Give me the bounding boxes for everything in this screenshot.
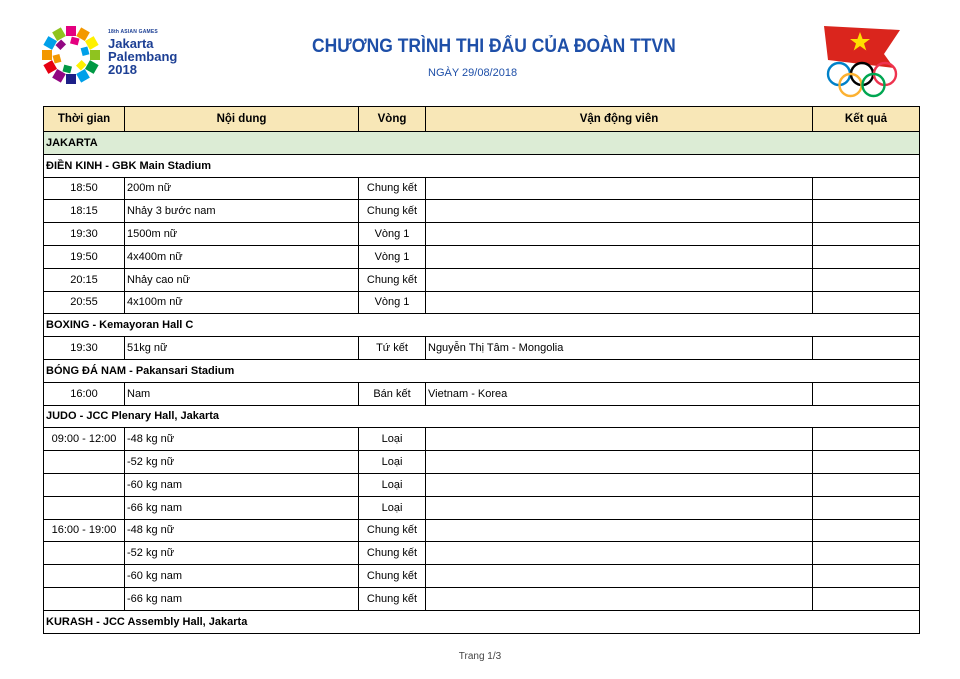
row-result bbox=[813, 223, 920, 246]
logo-line-2: Palembang bbox=[108, 49, 178, 64]
venue-name: BÓNG ĐÁ NAM - Pakansari Stadium bbox=[44, 359, 920, 382]
row-round: Chung kết bbox=[359, 587, 426, 610]
row-time bbox=[44, 542, 125, 565]
row-result bbox=[813, 200, 920, 223]
row-round: Chung kết bbox=[359, 177, 426, 200]
row-event: -48 kg nữ bbox=[125, 519, 359, 542]
row-athlete bbox=[426, 451, 813, 474]
logo-line-1: Jakarta bbox=[108, 36, 154, 51]
row-round: Chung kết bbox=[359, 542, 426, 565]
row-round: Vòng 1 bbox=[359, 245, 426, 268]
row-event: 200m nữ bbox=[125, 177, 359, 200]
page-date: NGÀY 29/08/2018 bbox=[428, 67, 518, 79]
row-event: 1500m nữ bbox=[125, 223, 359, 246]
row-athlete bbox=[426, 268, 813, 291]
row-result bbox=[813, 245, 920, 268]
venue-name: KURASH - JCC Assembly Hall, Jakarta bbox=[44, 610, 920, 633]
row-time bbox=[44, 451, 125, 474]
page-number: Trang 1/3 bbox=[458, 651, 502, 662]
row-round: Chung kết bbox=[359, 268, 426, 291]
row-event: -48 kg nữ bbox=[125, 428, 359, 451]
row-time: 18:15 bbox=[44, 200, 125, 223]
row-result bbox=[813, 519, 920, 542]
row-event: Nhảy 3 bước nam bbox=[125, 200, 359, 223]
row-round: Loại bbox=[359, 473, 426, 496]
row-time bbox=[44, 565, 125, 588]
row-time: 19:50 bbox=[44, 245, 125, 268]
row-athlete bbox=[426, 200, 813, 223]
row-time bbox=[44, 496, 125, 519]
table-row bbox=[44, 451, 920, 474]
row-time: 20:55 bbox=[44, 291, 125, 314]
row-athlete bbox=[426, 542, 813, 565]
row-round: Loại bbox=[359, 496, 426, 519]
row-result bbox=[813, 428, 920, 451]
table-row bbox=[44, 565, 920, 588]
table-row bbox=[44, 496, 920, 519]
logo-line-3: 2018 bbox=[108, 62, 137, 77]
logo-small-text: 18th ASIAN GAMES bbox=[108, 29, 158, 35]
row-time: 18:50 bbox=[44, 177, 125, 200]
venue-row bbox=[44, 154, 920, 177]
row-athlete bbox=[426, 496, 813, 519]
row-event: Nhảy cao nữ bbox=[125, 268, 359, 291]
row-round: Loại bbox=[359, 451, 426, 474]
column-header-round: Vòng bbox=[359, 107, 426, 132]
row-athlete: Vietnam - Korea bbox=[426, 382, 813, 405]
table-row bbox=[44, 337, 920, 360]
table-row bbox=[44, 542, 920, 565]
table-row bbox=[44, 473, 920, 496]
asian-games-logo bbox=[40, 24, 190, 94]
row-athlete bbox=[426, 519, 813, 542]
row-round: Vòng 1 bbox=[359, 223, 426, 246]
row-time: 19:30 bbox=[44, 337, 125, 360]
row-athlete bbox=[426, 428, 813, 451]
column-header-time: Thời gian bbox=[44, 107, 125, 132]
row-event: -52 kg nữ bbox=[125, 451, 359, 474]
table-row bbox=[44, 177, 920, 200]
row-result bbox=[813, 473, 920, 496]
venue-row bbox=[44, 314, 920, 337]
row-athlete bbox=[426, 177, 813, 200]
row-event: -66 kg nam bbox=[125, 496, 359, 519]
column-header-athlete: Vận động viên bbox=[426, 107, 813, 132]
row-event: -60 kg nam bbox=[125, 565, 359, 588]
table-row bbox=[44, 245, 920, 268]
table-row bbox=[44, 268, 920, 291]
row-result bbox=[813, 587, 920, 610]
row-result bbox=[813, 382, 920, 405]
row-athlete bbox=[426, 587, 813, 610]
venue-row bbox=[44, 359, 920, 382]
page-title: CHƯƠNG TRÌNH THI ĐẤU CỦA ĐOÀN TTVN bbox=[312, 36, 676, 57]
row-event: 4x400m nữ bbox=[125, 245, 359, 268]
row-athlete bbox=[426, 565, 813, 588]
row-time: 16:00 bbox=[44, 382, 125, 405]
schedule-table bbox=[43, 106, 920, 634]
venue-name: BOXING - Kemayoran Hall C bbox=[44, 314, 920, 337]
vietnam-olympic-logo-icon bbox=[822, 24, 902, 98]
table-row bbox=[44, 223, 920, 246]
row-round: Chung kết bbox=[359, 565, 426, 588]
table-row bbox=[44, 291, 920, 314]
venue-name: JUDO - JCC Plenary Hall, Jakarta bbox=[44, 405, 920, 428]
city-name: JAKARTA bbox=[44, 132, 920, 155]
venue-name: ĐIỀN KINH - GBK Main Stadium bbox=[44, 154, 920, 177]
row-result bbox=[813, 451, 920, 474]
row-time: 20:15 bbox=[44, 268, 125, 291]
row-round: Chung kết bbox=[359, 200, 426, 223]
row-athlete bbox=[426, 473, 813, 496]
row-athlete bbox=[426, 245, 813, 268]
row-round: Tứ kết bbox=[359, 337, 426, 360]
row-event: -66 kg nam bbox=[125, 587, 359, 610]
row-time bbox=[44, 587, 125, 610]
row-event: 51kg nữ bbox=[125, 337, 359, 360]
table-header-row bbox=[44, 107, 920, 132]
row-event: Nam bbox=[125, 382, 359, 405]
table-row bbox=[44, 587, 920, 610]
row-round: Chung kết bbox=[359, 519, 426, 542]
row-result bbox=[813, 291, 920, 314]
row-time: 16:00 - 19:00 bbox=[44, 519, 125, 542]
venue-row bbox=[44, 405, 920, 428]
venue-row bbox=[44, 610, 920, 633]
row-result bbox=[813, 268, 920, 291]
row-result bbox=[813, 337, 920, 360]
row-round: Bán kết bbox=[359, 382, 426, 405]
row-round: Vòng 1 bbox=[359, 291, 426, 314]
row-time: 09:00 - 12:00 bbox=[44, 428, 125, 451]
table-row bbox=[44, 519, 920, 542]
row-athlete: Nguyễn Thị Tâm - Mongolia bbox=[426, 337, 813, 360]
row-athlete bbox=[426, 291, 813, 314]
asian-games-wordmark bbox=[108, 30, 177, 76]
row-round: Loại bbox=[359, 428, 426, 451]
asian-games-emblem-icon bbox=[40, 24, 102, 86]
table-row bbox=[44, 428, 920, 451]
row-result bbox=[813, 565, 920, 588]
column-header-event: Nội dung bbox=[125, 107, 359, 132]
table-row bbox=[44, 382, 920, 405]
column-header-result: Kết quả bbox=[813, 107, 920, 132]
row-time: 19:30 bbox=[44, 223, 125, 246]
row-time bbox=[44, 473, 125, 496]
row-event: -60 kg nam bbox=[125, 473, 359, 496]
row-result bbox=[813, 496, 920, 519]
row-event: 4x100m nữ bbox=[125, 291, 359, 314]
city-row bbox=[44, 132, 920, 155]
row-result bbox=[813, 542, 920, 565]
row-athlete bbox=[426, 223, 813, 246]
table-row bbox=[44, 200, 920, 223]
row-event: -52 kg nữ bbox=[125, 542, 359, 565]
row-result bbox=[813, 177, 920, 200]
